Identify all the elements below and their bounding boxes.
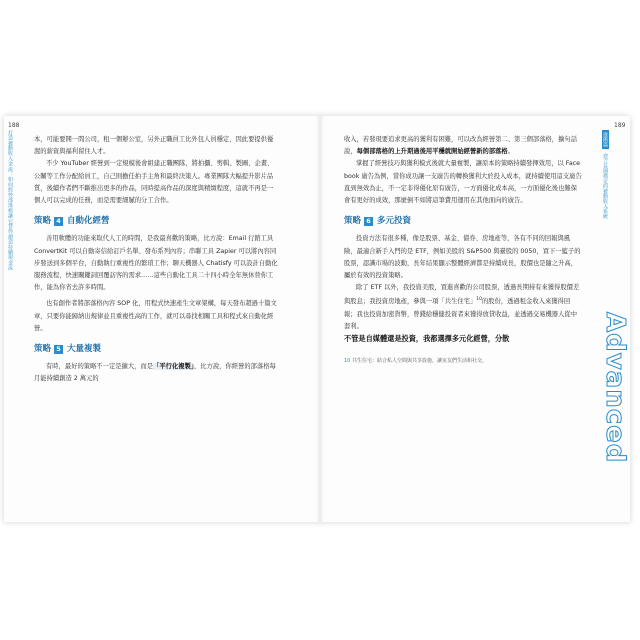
- left-para-2: 不少 YouTuber 經營到一定規模後會組建正職團隊，將拍攝、剪輯、製圖、企畫、公關等工作分配給員工，自己則擔任拍手主角和最終決策人。專業團隊大幅提升影片品質，後續作者們不斷推出更多的作品，同時提高作品的深度與精緻程度，這就不再是一個人可以完成的任務，而是需要細膩的分工合作。: [34, 160, 274, 205]
- strategy-6-prefix: 策略: [344, 216, 362, 227]
- strategy-4-title: 自動化經營: [67, 216, 110, 227]
- footnote-ref: 10: [476, 297, 482, 303]
- left-para-5: [34, 361, 278, 385]
- right-para-1-b: 。: [507, 148, 515, 156]
- chapter-tab: 進階篇: [602, 132, 608, 147]
- right-para-4: [344, 282, 582, 333]
- right-para-4-a: 除了 ETF 以外，我投資美股，買進喜歡的公司股票，透過長期持有來獲得股價差與股息；我投資房地產，參與一項「共生住宅」: [344, 284, 580, 306]
- right-side-label: [601, 130, 609, 219]
- strategy-5-heading: [34, 343, 278, 355]
- left-page-body: [34, 134, 278, 386]
- left-para-3: 善用軟體的功能來取代人工的時間，是我最喜歡的策略，比方說：Email 行銷工具 ConvertKit 可以自動寄信給訂戶名單、發布系列內容；串聯工具 Zapier 可以將內容同步發送到多個平台，自動執行重複性的繁瑣工作；聊天機器人 Chatisfy 可以設計自動化服務流程，快速關鍵詞回覆訪客的需求……這些自動化工具二十四小時全年無休替你工作，能為你省去許多時間。: [34, 235, 278, 292]
- strategy-5-number: 5: [54, 345, 63, 354]
- right-para-1: [344, 134, 582, 158]
- strategy-4-prefix: 策略: [34, 216, 52, 227]
- footnote: [344, 355, 582, 367]
- left-para-1: 本，可能要開一間公司，租一個辦公室，另外正職員工比外包人員穩定，因此要提供優渥的薪資與福利留住人才。: [34, 136, 274, 156]
- strategy-4-number: 4: [54, 217, 63, 226]
- strategy-5-title: 大量複製: [67, 344, 102, 355]
- left-para-5-a: 有時，最好的策略不一定是擴大，而是: [46, 363, 154, 371]
- left-para-4: 也有創作者將部落格內容 SOP 化，用程式快速產生文章架構，每天發布超過十篇文章，只要你能歸納出規律並且重複性高的工作，就可以尋找相關工具和程式來自動化經營。: [34, 300, 277, 332]
- right-para-4-b: 的股份，透過租金收入來獲得回報；我也投資加密貨幣，曾錢給穩健投資者來獲得放貸收益，並透過交易機器人從中套利。: [344, 298, 577, 330]
- book-spread: [4, 116, 630, 522]
- left-side-label: 打造被動收入金流：如何經營部落格讓它替你創造持續現金流: [7, 130, 13, 271]
- right-page-number: 189: [614, 122, 626, 129]
- right-page-body: [344, 134, 582, 368]
- page-gutter: [316, 116, 324, 522]
- right-para-2: 掌握了經營技巧與獲利模式後就大量複製，讓原本的策略持續發揮效用，以 Facebook 廣告為例，當你成功讓一支廣告的轉換獲利大於投入成本，就持續使用這支廣告直到無效為止，不一定非得優化原有廣告，一方面優化成本高，一方面優化後也難保會有更好的成效，那麼倒不如將這筆費用運用在其他面向的廣告。: [344, 160, 582, 205]
- right-side-text: 建立長期穩定的被動收入系統: [602, 153, 608, 219]
- strategy-4-heading: [34, 215, 278, 227]
- strategy-5-prefix: 策略: [34, 344, 52, 355]
- left-para-5-b: ，比方說，你經營的部落格每月能持續創造 2 萬元的: [34, 363, 276, 383]
- strategy-6-number: 6: [364, 217, 373, 226]
- strategy-6-heading: [344, 215, 582, 227]
- advanced-watermark: Advanced: [600, 312, 630, 464]
- right-para-3: 投資方法有很多種，像是股票、基金、債券、房地產等，各有不同的回報與風險，最適合新手入門的是 ETF，例如美股的 S&P500 與臺股的 0050，買下一籃子的股票，認識市場的波動，長年結果顯示整體經濟都是持續成長，股價也是隨之升高，屬於有效的投資策略。: [344, 235, 581, 280]
- left-para-5-highlight: 「平行化複製」: [153, 363, 194, 371]
- footnote-text: 共生住宅：結合私人空間與共享設施，讓室友們生活和社交。: [351, 358, 487, 365]
- right-para-1-bold: 每個部落格的上升期過後用平穩就開始經營新的部落格: [356, 148, 508, 156]
- right-para-1-a: 收入，若發現要追求更高的獲利有困難，可以改為經營第二、第三個部落格，擴句話說，: [344, 136, 577, 156]
- strategy-6-title: 多元投資: [377, 216, 412, 227]
- left-page-number: 188: [8, 122, 20, 129]
- closing-line: 不管是自媒體還是投資，我都選擇多元化經營，分散: [344, 334, 510, 344]
- footnote-mark: 10: [344, 358, 351, 365]
